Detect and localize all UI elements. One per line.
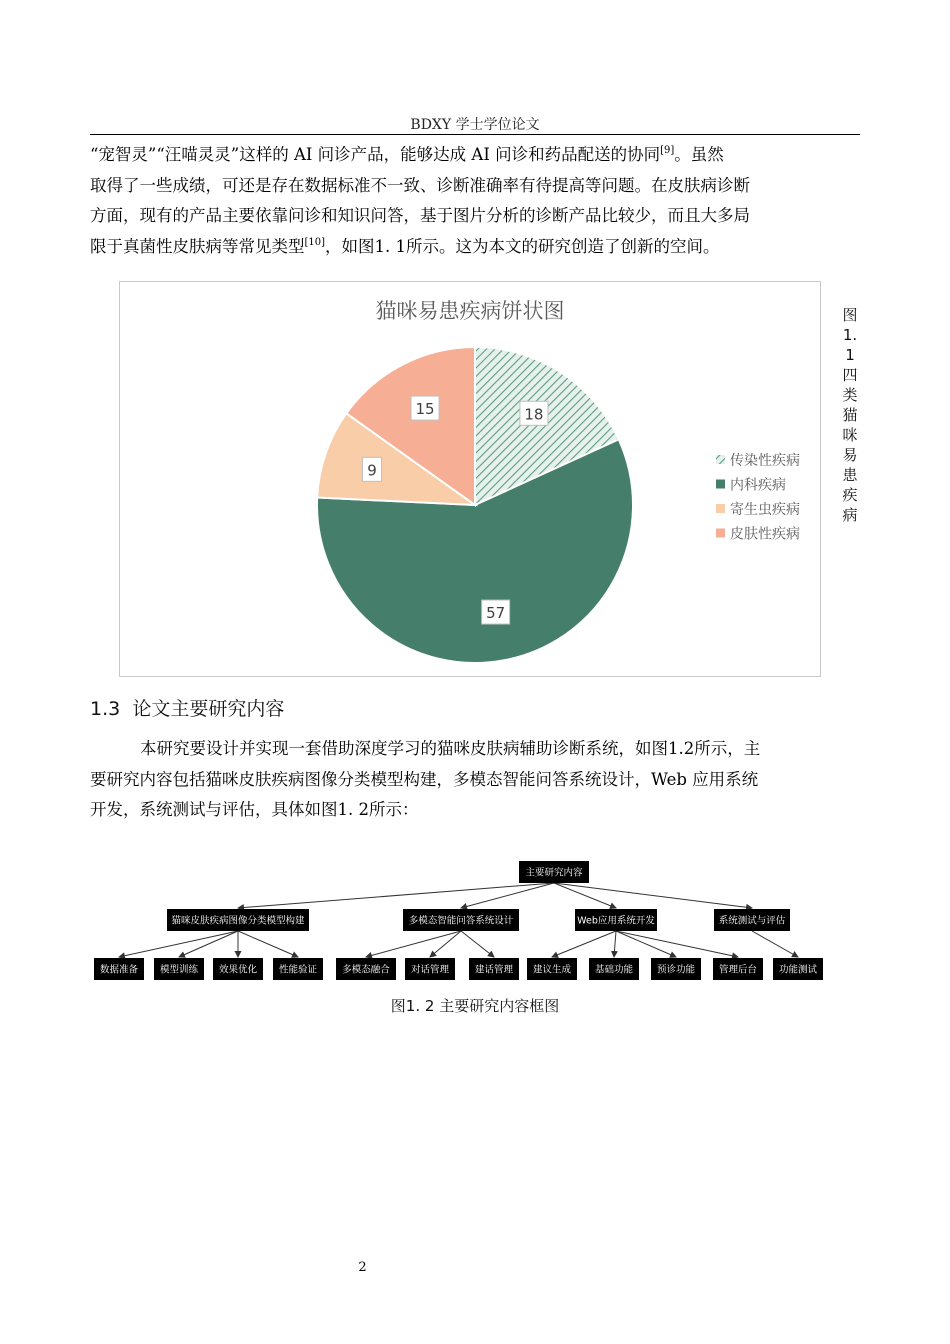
svg-text:预诊功能: 预诊功能 (656, 964, 696, 976)
text-line (90, 140, 860, 171)
chart-title: 猫咪易患疾病饼状图 (375, 299, 565, 323)
text-line: 本研究要设计并实现一套借助深度学习的猫咪皮肤病辅助诊断系统，如图1.2所示，主 (140, 739, 761, 758)
diagram-arrow (238, 931, 298, 957)
text-line: 开发，系统测试与评估，具体如图1. 2所示： (90, 800, 419, 819)
diagram-leaf (336, 958, 396, 980)
page-number: 2 (358, 1260, 367, 1275)
diagram-arrow (366, 931, 461, 957)
diagram-branch (714, 909, 790, 931)
figure2-caption: 图1. 2 主要研究内容框图 (390, 997, 560, 1015)
legend-swatch (716, 480, 725, 489)
intro-paragraph (90, 140, 860, 262)
text-span: “宠智灵”“汪喵灵灵”这样的 AI 问诊产品，能够达成 AI 问诊和药品配送的协同 (90, 145, 661, 164)
pie-chart-figure (119, 281, 821, 677)
data-label: 18 (524, 405, 544, 424)
svg-text:对话管理: 对话管理 (410, 964, 450, 976)
diagram-arrow (616, 931, 676, 957)
diagram-branch (167, 909, 309, 931)
svg-text:效果优化: 效果优化 (218, 964, 258, 976)
diagram-branch (403, 909, 519, 931)
diagram-leaf (154, 958, 204, 980)
header-rule (90, 134, 860, 135)
diagram-leaf (773, 958, 823, 980)
svg-text:主要研究内容: 主要研究内容 (525, 867, 583, 879)
svg-text:Web应用系统开发: Web应用系统开发 (577, 915, 655, 927)
diagram-leaf (405, 958, 455, 980)
svg-text:模型训练: 模型训练 (159, 964, 199, 976)
diagram-arrow (179, 931, 238, 957)
diagram-arrow (614, 931, 616, 957)
legend-entry[interactable]: 皮肤性疾病 (730, 526, 800, 543)
diagram-arrow (616, 931, 738, 957)
diagram-leaf (651, 958, 701, 980)
citation-9[interactable]: [9] (660, 145, 675, 156)
diagram-arrow (752, 931, 798, 957)
diagram-arrow (119, 931, 238, 957)
diagram-root (519, 861, 589, 883)
text-span: ，如图1. 1所示。这为本文的研究创造了创新的空间。 (325, 236, 720, 256)
svg-text:系统测试与评估: 系统测试与评估 (718, 915, 786, 927)
legend-entry[interactable]: 传染性疾病 (730, 453, 800, 469)
svg-text:数据准备: 数据准备 (99, 964, 139, 976)
section-heading (90, 694, 284, 721)
diagram-arrow (461, 931, 494, 957)
text-line: 方面，现有的产品主要依靠问诊和知识问答，基于图片分析的诊断产品比较少，而且大多局 (90, 206, 750, 225)
svg-text:多模态智能问答系统设计: 多模态智能问答系统设计 (408, 915, 514, 927)
legend-swatch (716, 504, 725, 513)
svg-text:猫咪皮肤疾病图像分类模型构建: 猫咪皮肤疾病图像分类模型构建 (171, 915, 305, 927)
svg-text:功能测试: 功能测试 (778, 964, 818, 976)
figure1-caption: 图1. 1四类猫咪易患疾病 (842, 306, 858, 524)
legend-entry[interactable]: 内科疾病 (730, 477, 786, 494)
data-label: 57 (486, 604, 506, 623)
legend-entry[interactable]: 寄生虫疾病 (730, 502, 800, 518)
research-paragraph (90, 734, 860, 826)
svg-text:管理后台: 管理后台 (718, 964, 758, 976)
text-line (90, 232, 860, 263)
diagram-branch (575, 909, 657, 931)
diagram-leaf (213, 958, 263, 980)
text-span: 。虽然 (674, 145, 724, 164)
legend-swatch (716, 529, 725, 538)
pie-chart (120, 282, 820, 676)
legend-swatch (716, 455, 725, 464)
text-line: 要研究内容包括猫咪皮肤疾病图像分类模型构建，多模态智能问答系统设计，Web 应用系统 (90, 769, 759, 789)
diagram-leaf (713, 958, 763, 980)
svg-text:建话管理: 建话管理 (474, 964, 514, 976)
data-label: 9 (367, 461, 377, 480)
diagram-leaf (273, 958, 323, 980)
diagram-leaf (589, 958, 639, 980)
svg-text:多模态融合: 多模态融合 (342, 964, 390, 976)
section-number: 1.3 (90, 698, 121, 720)
svg-text:性能验证: 性能验证 (278, 964, 318, 976)
page-header: BDXY 学士学位论文 (410, 117, 540, 133)
diagram-leaf (94, 958, 144, 980)
diagram-leaf (527, 958, 577, 980)
citation-10[interactable]: [10] (304, 236, 326, 248)
diagram-arrow (552, 931, 616, 957)
data-label: 15 (415, 400, 435, 419)
text-line: 取得了一些成绩，可还是存在数据标准不一致、诊断准确率有待提高等问题。在皮肤病诊断 (90, 175, 750, 195)
diagram-leaf (469, 958, 519, 980)
svg-text:建议生成: 建议生成 (532, 964, 572, 976)
section-title: 论文主要研究内容 (132, 698, 285, 720)
svg-text:基础功能: 基础功能 (594, 964, 634, 976)
research-content-diagram (90, 855, 830, 990)
text-span: 限于真菌性皮肤病等常见类型 (90, 236, 305, 256)
